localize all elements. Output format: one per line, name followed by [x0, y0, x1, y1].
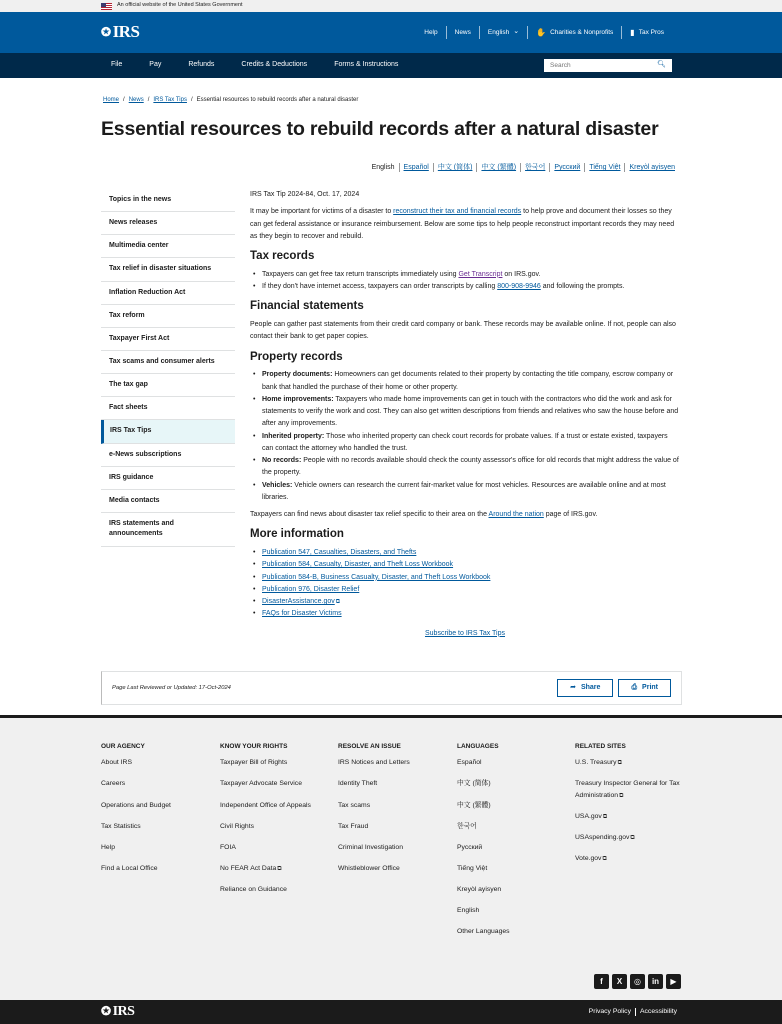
footer-link[interactable]: IRS Notices and Letters	[338, 759, 410, 767]
eagle-icon: ✪	[101, 1004, 111, 1019]
breadcrumb-home[interactable]: Home	[103, 97, 120, 103]
main-nav	[0, 53, 782, 78]
header-charities-link[interactable]: ✋ Charities & Nonprofits	[536, 27, 614, 37]
tax-records-list	[250, 269, 680, 294]
share-button[interactable]: ➦ Share	[557, 679, 613, 697]
phone-link[interactable]: 800-908-9946	[497, 283, 541, 291]
lang-chinese-simplified[interactable]: 中文 (简体)	[433, 163, 477, 172]
reconstruct-records-link[interactable]: reconstruct their tax and financial records	[393, 208, 522, 216]
footer-link[interactable]: USA.gov⧉	[575, 813, 608, 821]
footer-link[interactable]: Tax Statistics	[101, 822, 141, 830]
more-information-list	[250, 547, 680, 621]
search-input[interactable]	[550, 62, 657, 69]
handshake-icon: ✋	[536, 27, 547, 37]
external-link-icon: ⧉	[335, 599, 341, 606]
breadcrumb: Home / News / IRS Tax Tips / Essential resources to rebuild records after a natural disaster	[103, 97, 359, 103]
footer-link[interactable]: Other Languages	[457, 927, 510, 935]
nav-pay[interactable]: Pay	[149, 61, 162, 69]
footer-link[interactable]: USAspending.gov⧉	[575, 834, 635, 842]
footer-link[interactable]: Careers	[101, 780, 126, 788]
linkedin-icon[interactable]: in	[648, 974, 663, 989]
footer-link[interactable]: Independent Office of Appeals	[220, 801, 311, 809]
footer-link[interactable]: Whistleblower Office	[338, 864, 400, 872]
nav-credits-deductions[interactable]: Credits & Deductions	[241, 61, 308, 69]
sidebar-item[interactable]: The tax gap	[101, 374, 235, 397]
lang-english: English	[371, 164, 395, 171]
footer-link[interactable]: Vote.gov⧉	[575, 855, 607, 863]
breadcrumb-news[interactable]: News	[128, 97, 144, 103]
list-item	[250, 608, 680, 620]
list-item: • If they don't have internet access, taxpayers can order transcripts by calling 800-908-9946 and following the prompts.	[250, 281, 680, 293]
sidebar-nav	[101, 189, 235, 547]
lang-espanol[interactable]: Español	[399, 163, 433, 172]
external-link-icon: ⧉	[602, 814, 608, 821]
footer-link[interactable]: No FEAR Act Data⧉	[220, 864, 282, 872]
instagram-icon[interactable]: ◎	[630, 974, 645, 989]
footer-link[interactable]: 한국어	[457, 822, 477, 830]
footer-link[interactable]: FOIA	[220, 843, 236, 851]
footer-link[interactable]: Tax scams	[338, 801, 371, 809]
external-link-icon: ⧉	[602, 856, 607, 863]
tax-records-heading: Tax records	[250, 250, 315, 262]
external-link-icon: ⧉	[619, 793, 624, 800]
share-icon: ➦	[570, 683, 576, 691]
search-icon[interactable]: 🔍︎	[657, 61, 666, 69]
sidebar-item[interactable]: Media contacts	[101, 490, 235, 513]
footer-col-languages: LANGUAGES Español 中文 (简体) 中文 (繁體) 한국어 Русский Tiếng Việt Kreyòl ayisyen English Other Languages	[457, 742, 510, 947]
print-button[interactable]: ⎙ Print	[618, 679, 671, 697]
footer-link[interactable]: Operations and Budget	[101, 801, 171, 809]
youtube-icon[interactable]: ▶	[666, 974, 681, 989]
list-item: • Taxpayers can get free tax return transcripts immediately using Get Transcript on IRS.gov.	[250, 269, 680, 281]
lang-chinese-traditional[interactable]: 中文 (繁體)	[476, 163, 520, 172]
lang-vietnamese[interactable]: Tiếng Việt	[584, 163, 624, 172]
footer-link[interactable]: Treasury Inspector General for Tax Administration⧉	[575, 780, 680, 800]
sidebar-item[interactable]: Inflation Reduction Act	[101, 282, 235, 305]
accessibility-link[interactable]: Accessibility	[635, 1008, 681, 1016]
around-nation-paragraph: Taxpayers can find news about disaster tax relief specific to their area on the Around the nation page of IRS.gov.	[250, 511, 598, 519]
sidebar-item[interactable]: Tax scams and consumer alerts	[101, 351, 235, 374]
irs-footer-logo[interactable]: ✪ IRS	[101, 1003, 135, 1019]
social-links	[594, 974, 681, 989]
header-tax-pros-link[interactable]: ▮ Tax Pros	[630, 27, 664, 37]
gov-banner-text: An official website of the United States Government	[117, 2, 243, 9]
financial-statements-heading: Financial statements	[250, 300, 364, 313]
footer-col-resolve: RESOLVE AN ISSUE IRS Notices and Letters Identity Theft Tax scams Tax Fraud Criminal Investigation Whistleblower Office	[338, 742, 410, 884]
sidebar-item[interactable]: Tax relief in disaster situations	[101, 258, 235, 281]
faqs-disaster-victims-link[interactable]: FAQs for Disaster Victims	[262, 610, 342, 618]
nav-file[interactable]: File	[111, 61, 123, 69]
external-link-icon: ⧉	[630, 835, 635, 842]
site-footer	[0, 715, 782, 1000]
external-link-icon: ⧉	[277, 865, 282, 872]
lang-kreyol[interactable]: Kreyòl ayisyen	[624, 163, 679, 172]
intro-paragraph: It may be important for victims of a disaster to reconstruct their tax and financial records to help prove and document their losses so they can get federal assistance or insurance reimbursement. Below are some tips to help people reconstruct important records they may need as they begin to recover and rebuild.	[250, 208, 675, 240]
footer-col-related: RELATED SITES U.S. Treasury⧉ Treasury Inspector General for Tax Administration⧉ USA.gov⧉ USAspending.gov⧉ Vote.gov⧉	[575, 742, 690, 874]
footer-link[interactable]: U.S. Treasury⧉	[575, 759, 622, 767]
breadcrumb-irs-tax-tips[interactable]: IRS Tax Tips	[153, 97, 187, 103]
main-content	[250, 189, 680, 639]
sidebar-item[interactable]: Multimedia center	[101, 235, 235, 258]
sidebar-item[interactable]: Tax reform	[101, 305, 235, 328]
sidebar-item[interactable]: Fact sheets	[101, 397, 235, 420]
footer-col-rights: KNOW YOUR RIGHTS Taxpayer Bill of Rights Taxpayer Advocate Service Independent Office of Appeals Civil Rights FOIA No FEAR Act Data⧉ Reliance on Guidance	[220, 742, 311, 905]
lang-korean[interactable]: 한국어	[520, 163, 549, 172]
list-item: • Home improvements: Taxpayers who made home improvements can get in touch with the contractors who did the work and ask for statements to verify the work and cost. They can also get written descriptions from friends and relatives who saw the house before and after any improvements.	[250, 394, 680, 431]
footer-link[interactable]: Taxpayer Advocate Service	[220, 780, 302, 788]
pub-976-link[interactable]: Publication 976, Disaster Relief	[262, 585, 360, 593]
irs-logo[interactable]: ✪ IRS	[101, 22, 140, 42]
footer-link[interactable]: Criminal Investigation	[338, 843, 403, 851]
printer-icon: ⎙	[631, 683, 638, 691]
nav-forms-instructions[interactable]: Forms & Instructions	[334, 61, 399, 69]
site-header	[0, 12, 782, 53]
language-switcher	[368, 163, 679, 172]
sidebar-item[interactable]: Taxpayer First Act	[101, 328, 235, 351]
pub-584-link[interactable]: Publication 584, Casualty, Disaster, and Theft Loss Workbook	[262, 561, 454, 569]
dateline: IRS Tax Tip 2024-84, Oct. 17, 2024	[250, 191, 360, 198]
list-item	[250, 572, 680, 584]
property-records-heading: Property records	[250, 350, 343, 363]
financial-paragraph: People can gather past statements from their credit card company or bank. These records may be available online. If not, people can also contact their bank to get paper copies.	[250, 321, 676, 341]
sidebar-item[interactable]: IRS statements and announcements	[101, 513, 235, 547]
external-link-icon: ⧉	[617, 760, 622, 767]
footer-link[interactable]: Español	[457, 759, 482, 767]
footer-link[interactable]: English	[457, 906, 480, 914]
nav-refunds[interactable]: Refunds	[188, 61, 215, 69]
footer-link[interactable]: Русский	[457, 843, 483, 851]
header-help-link[interactable]: Help	[424, 28, 438, 36]
list-item: • Property documents: Homeowners can get documents related to their property by contacting the title company, escrow company or bank that handled the purchase of their home or other property.	[250, 369, 680, 394]
footer-link[interactable]: 中文 (繁體)	[457, 801, 491, 809]
list-item	[250, 596, 680, 608]
list-item	[250, 559, 680, 571]
footer-link[interactable]: Taxpayer Bill of Rights	[220, 759, 288, 767]
sidebar-item[interactable]: IRS guidance	[101, 467, 235, 490]
property-records-list	[250, 369, 680, 504]
pub-547-link[interactable]: Publication 547, Casualties, Disasters, and Thefts	[262, 549, 417, 557]
chevron-down-icon: ⌄	[513, 28, 520, 36]
document-icon: ▮	[630, 27, 635, 37]
search-box	[544, 59, 672, 72]
lang-russian[interactable]: Русский	[549, 163, 584, 172]
footer-link[interactable]: About IRS	[101, 759, 132, 767]
x-twitter-icon[interactable]: X	[612, 974, 627, 989]
subscribe-link[interactable]: Subscribe to IRS Tax Tips	[424, 629, 506, 637]
footer-col-agency: OUR AGENCY About IRS Careers Operations and Budget Tax Statistics Help Find a Local Office	[101, 742, 171, 884]
footer-link[interactable]: Identity Theft	[338, 780, 378, 788]
list-item: • Vehicles: Vehicle owners can research the current fair-market value for most vehicles. Resources are available online and at most libraries.	[250, 480, 680, 505]
footer-link[interactable]: Help	[101, 843, 115, 851]
sidebar-item[interactable]: Topics in the news	[101, 189, 235, 212]
sidebar-item[interactable]: News releases	[101, 212, 235, 235]
list-item: • No records: People with no records available should check the county assessor's office for old records that might address the value of the property.	[250, 455, 680, 480]
language-dropdown[interactable]: English ⌄	[487, 28, 520, 36]
footer-link[interactable]: 中文 (简体)	[457, 780, 491, 788]
list-item: • Inherited property: Those who inherited property can check court records for probate values. If a trust or estate existed, taxpayers can contact the attorney who handled the trust.	[250, 431, 680, 456]
list-item	[250, 547, 680, 559]
review-box	[101, 671, 682, 705]
footer-link[interactable]: Civil Rights	[220, 822, 254, 830]
bottom-bar	[0, 1000, 782, 1024]
around-the-nation-link[interactable]: Around the nation	[488, 511, 544, 519]
footer-link[interactable]: Tax Fraud	[338, 822, 369, 830]
breadcrumb-current: Essential resources to rebuild records after a natural disaster	[196, 97, 359, 103]
sidebar-item-irs-tax-tips-active[interactable]: IRS Tax Tips	[101, 420, 235, 443]
more-information-heading: More information	[250, 528, 344, 541]
footer-link[interactable]: Kreyòl ayisyen	[457, 885, 502, 893]
facebook-icon[interactable]: f	[594, 974, 609, 989]
disaster-assistance-link[interactable]: DisasterAssistance.gov	[262, 598, 335, 606]
privacy-policy-link[interactable]: Privacy Policy	[588, 1008, 631, 1015]
list-item	[250, 584, 680, 596]
last-reviewed-text: Page Last Reviewed or Updated: 17-Oct-2024	[112, 684, 231, 691]
eagle-icon: ✪	[101, 24, 111, 39]
page-title: Essential resources to rebuild records after a natural disaster	[101, 118, 659, 140]
footer-link[interactable]: Reliance on Guidance	[220, 885, 287, 893]
header-news-link[interactable]: News	[454, 28, 471, 36]
pub-584b-link[interactable]: Publication 584-B, Business Casualty, Disaster, and Theft Loss Workbook	[262, 573, 491, 581]
us-flag-icon	[101, 3, 112, 10]
footer-link[interactable]: Tiếng Việt	[457, 864, 488, 872]
get-transcript-link[interactable]: Get Transcript	[458, 270, 503, 278]
footer-link[interactable]: Find a Local Office	[101, 864, 158, 872]
gov-banner	[0, 0, 782, 12]
sidebar-item[interactable]: e-News subscriptions	[101, 444, 235, 467]
